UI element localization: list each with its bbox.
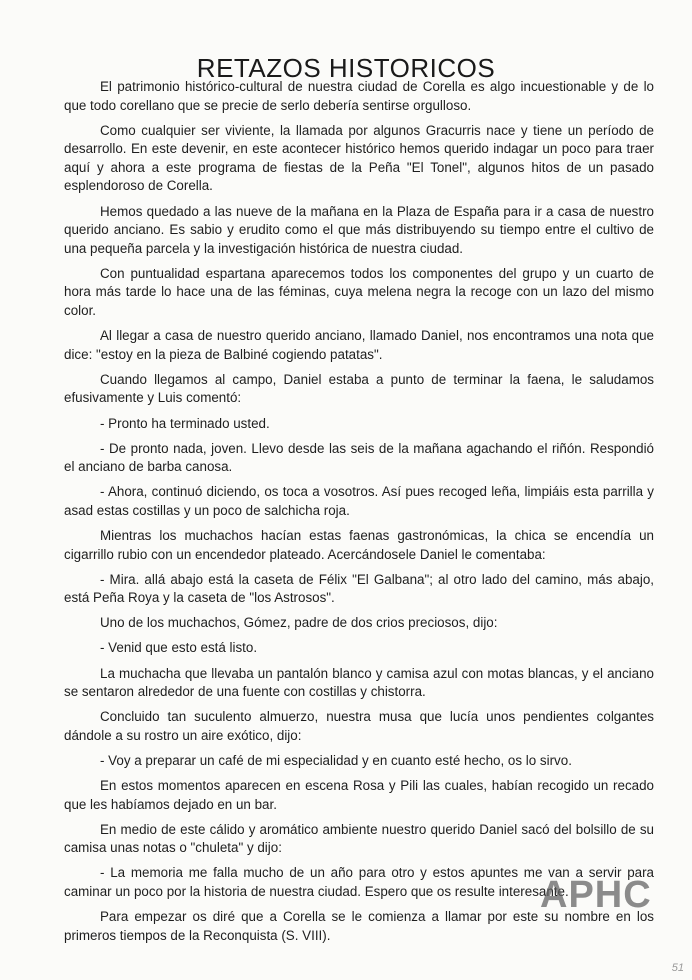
paragraph: En estos momentos aparecen en escena Rosa y Pili las cuales, habían recogido un recado que les habíamos dejado en un bar. [64, 778, 654, 812]
paragraph: Con puntualidad espartana aparecemos todos los componentes del grupo y un cuarto de hora más tarde lo hace una de las féminas, cuya melena negra la recoge con un lazo del mismo color. [64, 265, 654, 319]
paragraph: Concluido tan suculento almuerzo, nuestra musa que lucía unos pendientes colgantes dándole a su rostro un aire exótico, dijo: [64, 709, 654, 743]
paragraph: El patrimonio histórico-cultural de nuestra ciudad de Corella es algo incuestionable y de lo que todo corellano que se precie de serlo debería sentirse orgulloso. [64, 79, 654, 113]
paragraph: Para empezar os diré que a Corella se le comienza a llamar por este su nombre en los primeros tiempos de la Reconquista (S. VIII). [64, 909, 654, 943]
paragraph: Hemos quedado a las nueve de la mañana en la Plaza de España para ir a casa de nuestro querido anciano. Es sabio y erudito como el que más distribuyendo su tiempo entre el cultivo de una pequeña parcela y la investigación histórica de nuestra ciudad. [64, 203, 654, 256]
article-body [64, 78, 654, 952]
paragraph: Al llegar a casa de nuestro querido anciano, llamado Daniel, nos encontramos una nota que dice: "estoy en la pieza de Balbiné cogiendo patatas". [64, 328, 654, 362]
paragraph: - Mira. allá abajo está la caseta de Félix "El Galbana"; al otro lado del camino, más abajo, está Peña Roya y la caseta de "los Astrosos". [64, 571, 654, 606]
paragraph: - De pronto nada, joven. Llevo desde las seis de la mañana agachando el riñón. Respondió el anciano de barba canosa. [64, 440, 654, 475]
paragraph: En medio de este cálido y aromático ambiente nuestro querido Daniel sacó del bolsillo de su camisa unas notas o "chuleta" y dijo: [64, 821, 654, 856]
paragraph: Mientras los muchachos hacían estas faenas gastronómicas, la chica se encendía un cigarrillo rubio con un encendedor plateado. Acercándosele Daniel le comentaba: [64, 527, 654, 562]
paragraph: - Pronto ha terminado usted. [100, 415, 270, 431]
page-number: 51 [671, 962, 684, 974]
paragraph: Cuando llegamos al campo, Daniel estaba a punto de terminar la faena, le saludamos efusivamente y Luis comentó: [64, 371, 654, 406]
paragraph: Uno de los muchachos, Gómez, padre de dos crios preciosos, dijo: [100, 615, 498, 631]
paragraph: Como cualquier ser viviente, la llamada por algunos Gracurris nace y tiene un período de desarrollo. En este devenir, en este acontecer histórico hemos querido indagar un poco para traer aquí y ahora a este programa de fiestas de la Peña "El Tonel", algunos hitos de un pasado esplendoroso de Corella. [64, 122, 654, 194]
paragraph: La muchacha que llevaba un pantalón blanco y camisa azul con motas blancas, y el anciano se sentaron alrededor de una fuente con costillas y chistorra. [64, 665, 654, 700]
watermark-logo: APHC [540, 874, 652, 916]
paragraph: - Voy a preparar un café de mi especialidad y en cuanto esté hecho, os lo sirvo. [100, 752, 572, 768]
paragraph: - Venid que esto está listo. [100, 640, 258, 656]
paragraph: - Ahora, continuó diciendo, os toca a vosotros. Así pues recoged leña, limpiáis esta parrilla y asad estas costillas y un poco de salchicha roja. [64, 484, 654, 518]
paragraph: - La memoria me falla mucho de un año para otro y estos apuntes me van a servir para caminar un poco por la historia de nuestra ciudad. Espero que os resulte interesante. [64, 865, 654, 899]
page-title: RETAZOS HISTORICOS [196, 53, 496, 84]
